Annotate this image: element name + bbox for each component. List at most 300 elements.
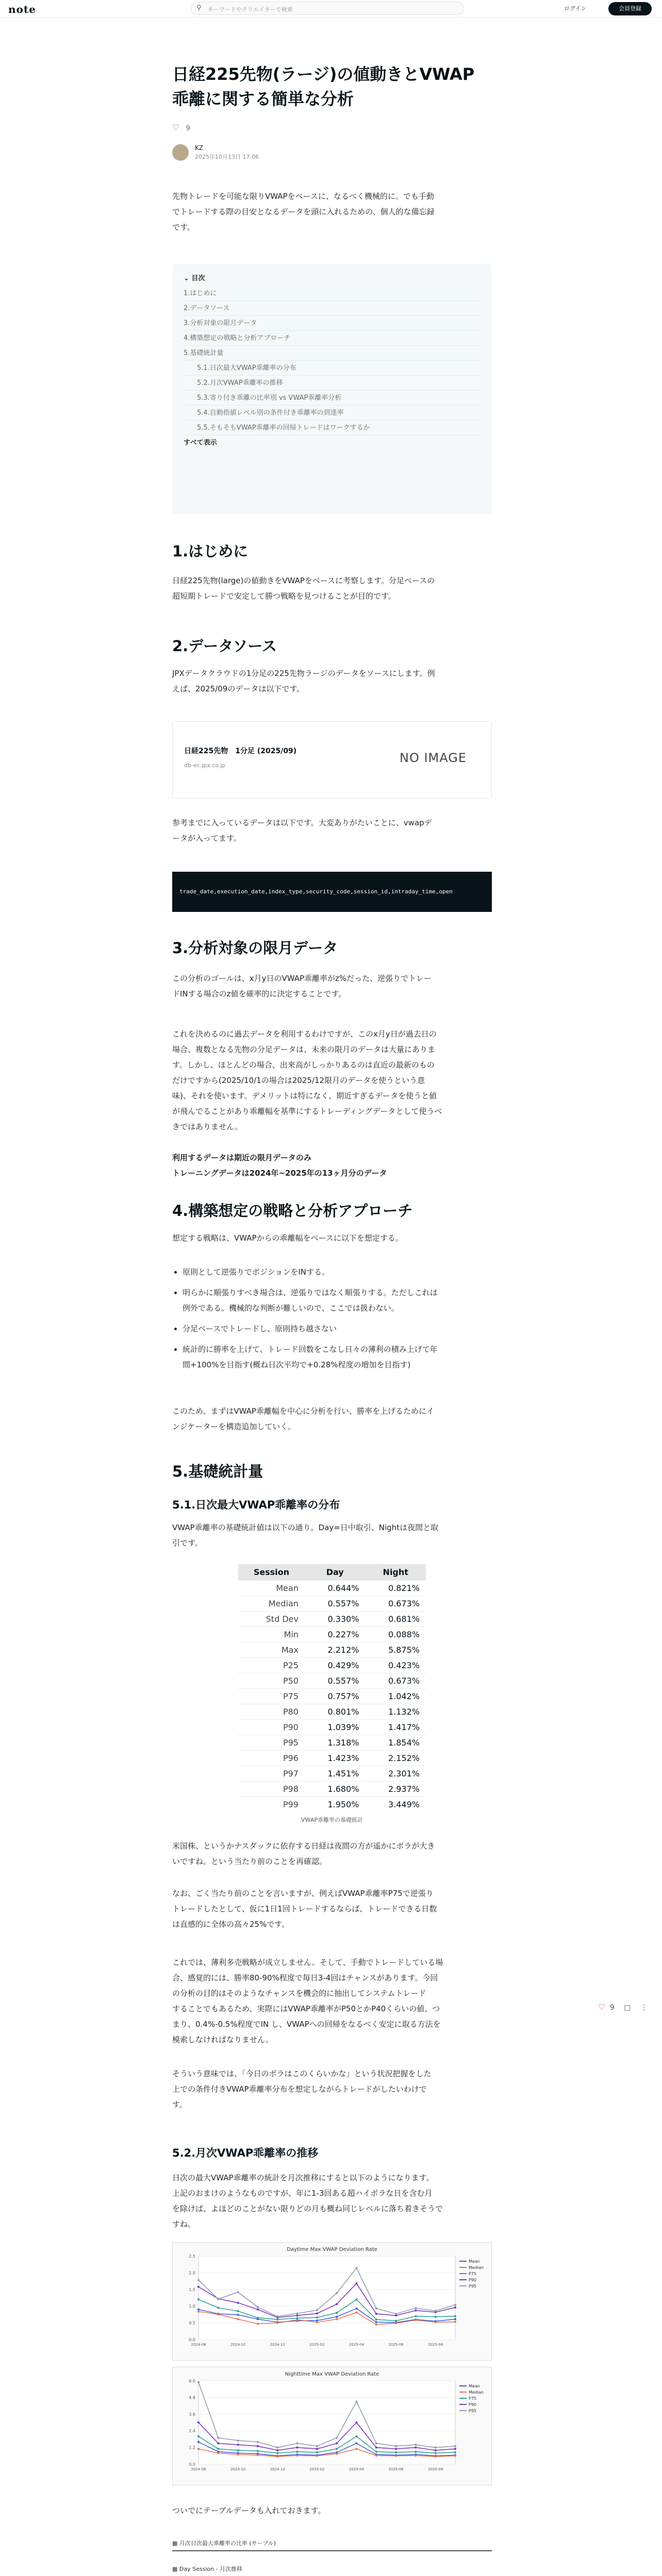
table-cell: 1.680% — [305, 1782, 366, 1797]
section-heading: 3.分析対象の限月データ — [172, 939, 338, 957]
legend-label: Mean — [469, 2259, 480, 2264]
table-cell: Median — [238, 1596, 305, 1612]
table-embed — [172, 2534, 492, 2576]
table-cell: 5.875% — [365, 1642, 426, 1658]
x-tick-label: 2024-12 — [270, 2343, 285, 2347]
data-point — [276, 2318, 278, 2320]
data-point — [355, 2401, 357, 2403]
data-point — [237, 2310, 239, 2312]
table-cell: P95 — [238, 1735, 305, 1751]
legend-label: P90 — [469, 2278, 477, 2282]
data-point — [395, 2451, 397, 2453]
data-point — [197, 2311, 200, 2313]
avatar[interactable] — [172, 144, 189, 161]
data-point — [454, 2455, 456, 2457]
toc-subitem[interactable]: 5.2.月次VWAP乖離率の推移 — [184, 376, 481, 391]
x-tick-label: 2025-02 — [309, 2467, 325, 2471]
data-point — [355, 2282, 357, 2284]
data-point — [375, 2321, 377, 2323]
heart-icon[interactable]: ♡ — [598, 2002, 606, 2012]
data-point — [375, 2443, 377, 2445]
x-tick-label: 2025-04 — [349, 2343, 365, 2347]
legend-label: P95 — [469, 2284, 477, 2289]
table-embed-box[interactable] — [172, 2534, 492, 2551]
data-point — [296, 2312, 299, 2314]
table-row — [238, 1689, 426, 1704]
text-line: 上での条件付きVWAP乖離率分布を想定しながらトレードがしたいわけで — [172, 2084, 427, 2094]
toc-head[interactable]: ⌄ 目次 — [184, 275, 205, 282]
table-cell: 0.557% — [305, 1596, 366, 1612]
toc-subitem[interactable]: 5.5.そもそもVWAP乖離率の回帰トレードはワークするか — [184, 420, 481, 435]
y-tick-label: 0.5 — [189, 2320, 195, 2326]
stats-table — [238, 1564, 426, 1812]
data-point — [415, 2319, 417, 2321]
text-line: ドINする場合のz値を確率的に決定することです。 — [172, 989, 346, 998]
y-tick-label: 3.6 — [189, 2412, 195, 2417]
data-point — [435, 2321, 437, 2323]
x-tick-label: 2024-10 — [230, 2343, 246, 2347]
data-point — [375, 2313, 377, 2315]
comment-icon[interactable]: □ — [624, 2004, 631, 2012]
data-point — [316, 2448, 318, 2450]
data-point — [435, 2447, 437, 2449]
table-cell: 0.330% — [305, 1612, 366, 1627]
text-line: VWAP乖離率の基礎統計値は以下の通り。Day=日中取引、Nightは夜間と取 — [172, 1523, 439, 1532]
data-point — [316, 2451, 318, 2453]
data-point — [197, 2448, 200, 2450]
daytime-line-chart — [172, 2242, 492, 2361]
table-cell: 1.451% — [305, 1766, 366, 1782]
share-icon[interactable]: ⋮ — [640, 2004, 648, 2012]
x-tick-label: 2024-12 — [270, 2467, 285, 2471]
legend-label: P90 — [469, 2402, 477, 2407]
data-point — [415, 2315, 417, 2317]
text-line: 分足ベースでトレードし、原則持ち越さない — [183, 1324, 337, 1333]
text-line: トレードしたとして、仮に1日1回トレードするならば、トレードできる日数 — [172, 1904, 437, 1913]
toc-subitem[interactable]: 5.4.自動指値レベル別の条件付き乖離率の到達率 — [184, 405, 481, 420]
table-cell: 1.132% — [365, 1704, 426, 1720]
section-heading: 2.データソース — [172, 637, 277, 655]
data-point — [237, 2318, 239, 2320]
section-paragraph — [172, 1520, 492, 1551]
data-point — [454, 2321, 456, 2323]
legend-label: Mean — [469, 2384, 480, 2388]
data-point — [217, 2298, 219, 2300]
table-cell: 0.429% — [305, 1658, 366, 1673]
data-point — [336, 2448, 338, 2450]
author-name[interactable]: KZ — [195, 144, 204, 151]
text-line: 味)、それを使います。デメリットは特になく、期近すぎるデータを使うと値 — [172, 1091, 437, 1100]
table-cell: Max — [238, 1642, 305, 1658]
x-tick-label: 2025-08 — [428, 2343, 443, 2347]
data-point — [316, 2312, 318, 2314]
search-icon: ⚲ — [196, 4, 202, 12]
data-point — [415, 2447, 417, 2449]
data-point — [197, 2286, 200, 2288]
text-line: を除けば、よほどのことがない限りどの月も概ね同じレベルに落ち着きそうで — [172, 2204, 443, 2213]
heart-icon[interactable]: ♡ — [172, 123, 180, 132]
legend-label: P75 — [469, 2272, 477, 2276]
data-point — [316, 2309, 318, 2311]
text-line: これでは、薄利多売戦略が成立しません。そして、手動でトレードしている場 — [172, 1958, 443, 1967]
data-point — [355, 2443, 357, 2445]
y-tick-label: 0.0 — [189, 2462, 195, 2467]
section-paragraph: ついでにテーブルデータも入れておきます。 — [172, 2506, 326, 2515]
table-cell: P75 — [238, 1689, 305, 1704]
chart-title: Nighttime Max VWAP Deviation Rate — [285, 2371, 379, 2377]
stats-table-figure — [172, 1564, 492, 1809]
data-point — [296, 2447, 299, 2449]
y-tick-label: 6.0 — [189, 2379, 195, 2383]
note-logo[interactable]: note — [8, 3, 36, 15]
data-point — [316, 2455, 318, 2457]
data-point — [237, 2444, 239, 2446]
data-point — [435, 2316, 437, 2318]
table-cell: 2.301% — [365, 1766, 426, 1782]
text-line: 米国株、というかナスダックに依存する日経は夜間の方が遥かにボラが大き — [172, 1841, 435, 1851]
toc-item[interactable]: 3.分析対象の限月データ — [184, 316, 481, 331]
text-line: この分析のゴールは、x月y日のVWAP乖離率がz%だった、逆張りでトレー — [172, 974, 432, 983]
data-point — [257, 2309, 259, 2311]
data-point — [257, 2323, 259, 2325]
toc-item[interactable]: 4.構築想定の戦略と分析アプローチ — [184, 331, 481, 346]
toc-item[interactable]: 1.はじめに — [184, 286, 481, 301]
section-paragraph — [172, 1026, 492, 1134]
text-line: JPXデータクラウドの1分足の225先物ラージのデータをソースにします。例 — [172, 669, 435, 678]
data-point — [454, 2451, 456, 2453]
data-point — [375, 2324, 377, 2326]
data-point — [375, 2308, 377, 2310]
data-point — [197, 2435, 200, 2437]
toc-subitem[interactable]: 5.1.日次最大VWAP乖離率の分布 — [184, 361, 481, 376]
table-embed-box[interactable] — [172, 2560, 492, 2576]
table-header: Night — [365, 1564, 426, 1581]
data-point — [375, 2454, 377, 2456]
site-header — [0, 0, 662, 18]
data-point — [237, 2453, 239, 2455]
author-row — [172, 144, 492, 165]
data-point — [355, 2421, 357, 2424]
signup-button[interactable]: 会員登録 — [608, 2, 652, 15]
table-cell: 2.937% — [365, 1782, 426, 1797]
y-tick-label: 2.0 — [189, 2270, 195, 2276]
table-cell: 0.801% — [305, 1704, 366, 1720]
data-point — [336, 2292, 338, 2294]
embed-thumbnail: NO IMAGE — [400, 751, 467, 765]
table-embed-title: Day Session - 月次推移 — [179, 2566, 243, 2572]
table-cell: P98 — [238, 1782, 305, 1797]
table-header: Day — [305, 1564, 366, 1581]
section-paragraph — [172, 2066, 492, 2112]
link-embed-card[interactable] — [172, 721, 492, 799]
text-line: このため、まずはVWAP乖離幅を中心に分析を行い、勝率を上げるためにイ — [172, 1406, 434, 1416]
data-point — [316, 2316, 318, 2318]
section-paragraph — [172, 666, 492, 697]
table-cell: 0.423% — [365, 1658, 426, 1673]
table-cell: 0.557% — [305, 1673, 366, 1689]
data-point — [237, 2314, 239, 2316]
legend-label: Median — [469, 2265, 484, 2270]
text-line: まり、0.4%-0.5%程度でIN し、VWAPへの回帰をなるべく安定に取る方法を — [172, 2020, 441, 2029]
table-row — [238, 1704, 426, 1720]
text-line: 統計的に勝率を上げて、トレード回数をこなし日々の薄利の積み上げて年 — [183, 1345, 438, 1354]
data-point — [237, 2291, 239, 2293]
text-line: これを決めるのに過去データを利用するわけですが、このx月y日が過去日の — [172, 1029, 437, 1039]
section-paragraph: 想定する戦略は、VWAPからの乖離幅をベースに以下を想定する。 — [172, 1233, 403, 1243]
data-point — [276, 2447, 278, 2449]
table-cell: 2.212% — [305, 1642, 366, 1658]
data-point — [454, 2318, 456, 2320]
text-line: えば、2025/09のデータは以下です。 — [172, 684, 305, 693]
table-row — [238, 1782, 426, 1797]
daytime-chart-svg — [173, 2243, 491, 2360]
x-tick-label: 2025-06 — [388, 2467, 404, 2471]
data-point — [454, 2315, 456, 2317]
data-point — [395, 2445, 397, 2447]
data-point — [415, 2307, 417, 2309]
text-line: 日次の最大VWAP乖離率の統計を月次推移にすると以下のようになります。 — [172, 2173, 434, 2182]
x-tick-label: 2025-02 — [309, 2343, 325, 2347]
y-tick-label: 0.0 — [189, 2337, 195, 2342]
data-point — [217, 2307, 219, 2309]
data-point — [435, 2455, 437, 2458]
table-caption: VWAP乖離率の基礎統計 — [301, 1817, 363, 1823]
section-heading: 1.はじめに — [172, 543, 249, 560]
toc-item[interactable]: 2.データソース — [184, 301, 481, 316]
data-point — [296, 2314, 299, 2316]
data-point — [415, 2310, 417, 2312]
data-point — [415, 2451, 417, 2453]
data-point — [415, 2444, 417, 2446]
text-line: 超短期トレードで安定して勝つ戦略を見つけることが目的です。 — [172, 591, 396, 601]
table-cell: 0.227% — [305, 1627, 366, 1642]
like-count: 9 — [186, 125, 190, 132]
text-line: す。しかし、ほとんどの場合、出来高がしっかりあるのは直近の最新のもの — [172, 1060, 435, 1070]
table-cell: Std Dev — [238, 1612, 305, 1627]
table-cell: 1.318% — [305, 1735, 366, 1751]
table-cell: 1.950% — [305, 1797, 366, 1812]
table-cell: 0.644% — [305, 1581, 366, 1596]
list-item — [183, 1342, 492, 1372]
table-cell: 0.673% — [365, 1673, 426, 1689]
x-tick-label: 2024-10 — [230, 2467, 246, 2471]
section-paragraph — [172, 971, 492, 1002]
text-line: 合、感覚的には、勝率80-90%程度で毎日3-4回はチャンスがあります。今回 — [172, 1973, 438, 1982]
table-row — [238, 1642, 426, 1658]
data-point — [395, 2313, 397, 2315]
data-point — [454, 2304, 456, 2306]
section-paragraph — [172, 573, 492, 604]
data-point — [296, 2317, 299, 2319]
data-point — [217, 2313, 219, 2315]
y-tick-label: 4.8 — [189, 2395, 195, 2400]
data-point — [316, 2321, 318, 2323]
data-point — [375, 2318, 377, 2320]
text-line: そういう意味では、「今日のボラはこのくらいかな」という状況把握をした — [172, 2069, 432, 2078]
intro-line: 先物トレードを可能な限りVWAPをベースに、なるべく機械的に。でも手動 — [172, 192, 434, 201]
plot-area — [198, 2256, 455, 2340]
data-point — [276, 2322, 278, 2324]
table-row — [238, 1751, 426, 1766]
table-cell: 0.088% — [365, 1627, 426, 1642]
table-cell: Min — [238, 1627, 305, 1642]
text-line: 模索しなければなりません。 — [172, 2035, 273, 2044]
text-line: 利用するデータは期近の限月データのみ — [172, 1153, 312, 1162]
data-point — [395, 2320, 397, 2322]
side-like-count: 9 — [609, 2004, 615, 2012]
intro-line: です。 — [172, 223, 195, 232]
text-line: 日経225先物(large)の値動きをVWAPをベースに考察します。分足ベースの — [172, 576, 435, 585]
table-row — [238, 1735, 426, 1751]
table-header: Session — [238, 1564, 305, 1581]
data-point — [355, 2312, 357, 2314]
title-line-2: 乖離に関する簡単な分析 — [172, 89, 354, 109]
table-row — [238, 1720, 426, 1735]
y-tick-label: 1.2 — [189, 2445, 195, 2450]
data-point — [257, 2317, 259, 2319]
data-point — [197, 2441, 200, 2443]
text-line: 引です。 — [172, 1538, 203, 1548]
data-point — [336, 2316, 338, 2318]
text-line: ンジケーターを構造追加していく。 — [172, 1422, 296, 1431]
data-point — [355, 2308, 357, 2310]
table-cell: P99 — [238, 1797, 305, 1812]
data-point — [336, 2303, 338, 2305]
article-title — [172, 62, 492, 111]
section-paragraph — [172, 1886, 492, 1932]
text-line: が飛んでることがあり乖離幅を基準にするトレーディングデータとして使うべ — [172, 1107, 442, 1116]
nighttime-line-chart — [172, 2367, 492, 2485]
data-point — [296, 2443, 299, 2445]
legend-label: Median — [469, 2390, 484, 2395]
data-point — [237, 2439, 239, 2442]
table-cell: P80 — [238, 1704, 305, 1720]
table-of-contents — [172, 264, 492, 514]
table-cell: 1.417% — [365, 1720, 426, 1735]
x-tick-label: 2024-08 — [191, 2467, 206, 2471]
data-point — [197, 2279, 200, 2281]
data-point — [197, 2381, 200, 2383]
toc-item[interactable]: 5.基礎統計量 — [184, 346, 481, 361]
data-point — [435, 2310, 437, 2312]
bold-note — [172, 1150, 492, 1181]
data-point — [454, 2448, 456, 2450]
table-cell: 1.039% — [305, 1720, 366, 1735]
y-tick-label: 2.5 — [189, 2254, 195, 2259]
text-line: ータが入ってます。 — [172, 834, 241, 843]
text-line: の分析の目的はそのようなチャンスを機会的に抽出してシステムトレード — [172, 1989, 426, 1998]
embed-domain: db-ec.jpx.co.jp — [184, 762, 226, 769]
data-point — [237, 2302, 239, 2304]
table-cell: 0.757% — [305, 1689, 366, 1704]
table-cell: 0.673% — [365, 1596, 426, 1612]
y-tick-label: 1.0 — [189, 2304, 195, 2309]
text-line: 原則として逆張りでポジションをINする。 — [183, 1267, 329, 1277]
table-cell: 1.042% — [365, 1689, 426, 1704]
data-point — [336, 2312, 338, 2314]
data-point — [415, 2454, 417, 2456]
section-paragraph — [172, 1838, 492, 1869]
section-heading: 5.基礎統計量 — [172, 1463, 263, 1480]
text-line: 明らかに順張りすべき場合は、逆張りではなく順張りする。ただしこれは — [183, 1288, 438, 1297]
text-line: 例外である。機械的な判断が難しいので、ここでは扱わない。 — [183, 1303, 399, 1313]
title-line-1: 日経225先物(ラージ)の値動きとVWAP — [172, 64, 475, 84]
data-point — [276, 2452, 278, 2454]
data-point — [395, 2322, 397, 2324]
table-embed-title: 月次日次最大乖離率の比率 (サーブル) — [179, 2540, 276, 2547]
subsection-heading: 5.1.日次最大VWAP乖離率の分布 — [172, 1499, 340, 1511]
table-cell: P25 — [238, 1658, 305, 1673]
table-row — [238, 1596, 426, 1612]
data-point — [217, 2437, 219, 2439]
like-row — [172, 123, 492, 132]
text-line: 上記のおまけのようなものですが、年に1-3回ある超ハイボラな日を含む月 — [172, 2189, 433, 2198]
table-cell: 1.423% — [305, 1751, 366, 1766]
text-line: いですね。という当たり前のことを再確認。 — [172, 1857, 327, 1866]
data-point — [296, 2454, 299, 2456]
search-input[interactable] — [191, 2, 464, 15]
data-point — [257, 2454, 259, 2456]
data-point — [355, 2267, 357, 2269]
table-row — [238, 1797, 426, 1812]
table-cell: P90 — [238, 1720, 305, 1735]
toc-subitem[interactable]: 5.3.寄り付き乖離の比率別 vs VWAP乖離率分析 — [184, 391, 481, 405]
data-point — [257, 2441, 259, 2443]
data-point — [395, 2448, 397, 2450]
table-row — [238, 1612, 426, 1627]
data-point — [197, 2309, 200, 2311]
data-point — [257, 2445, 259, 2447]
table-cell: P96 — [238, 1751, 305, 1766]
table-row — [238, 1581, 426, 1596]
text-line: することでもあるため、実際にはVWAP乖離率がP50とかP40くらいの値、つ — [172, 2004, 440, 2013]
table-cell: 1.854% — [365, 1735, 426, 1751]
bullet-list — [172, 1264, 492, 1378]
table-cell: Mean — [238, 1581, 305, 1596]
data-point — [355, 2435, 357, 2437]
table-cell: 0.821% — [365, 1581, 426, 1596]
text-line: 場合、複数となる先物の分足データは、未来の限月のデータは大量にありま — [172, 1045, 436, 1054]
data-point — [276, 2455, 278, 2458]
text-line: 間+100%を目指す(概ね日次平均で+0.28%程度の増加を目指す) — [183, 1360, 411, 1369]
data-point — [355, 2448, 357, 2450]
text-line: だけですから(2025/10/1の場合は2025/12限月のデータを使うという意 — [172, 1076, 425, 1085]
data-point — [197, 2421, 200, 2424]
login-link[interactable]: ログイン — [564, 5, 587, 12]
table-cell: P97 — [238, 1766, 305, 1782]
data-point — [355, 2298, 357, 2300]
table-cell: 0.681% — [365, 1612, 426, 1627]
table-icon: ▦ — [172, 2540, 178, 2547]
data-point — [454, 2445, 456, 2447]
data-point — [276, 2449, 278, 2451]
data-point — [395, 2455, 397, 2457]
data-point — [454, 2307, 456, 2309]
search-placeholder: キーワードやクリエイターで検索 — [208, 6, 293, 13]
data-point — [296, 2451, 299, 2453]
x-tick-label: 2025-04 — [349, 2467, 365, 2471]
table-cell: 3.449% — [365, 1797, 426, 1812]
table-cell: P50 — [238, 1673, 305, 1689]
toc-show-all[interactable]: すべて表示 — [184, 439, 217, 447]
data-point — [257, 2306, 259, 2308]
text-line: なお、ごく当たり前のことを言いますが、例えばVWAP乖離率P75で逆張り — [172, 1889, 434, 1898]
data-point — [197, 2298, 200, 2300]
intro-paragraph — [172, 189, 492, 235]
x-tick-label: 2025-06 — [388, 2343, 404, 2347]
data-point — [375, 2447, 377, 2449]
data-point — [336, 2437, 338, 2439]
